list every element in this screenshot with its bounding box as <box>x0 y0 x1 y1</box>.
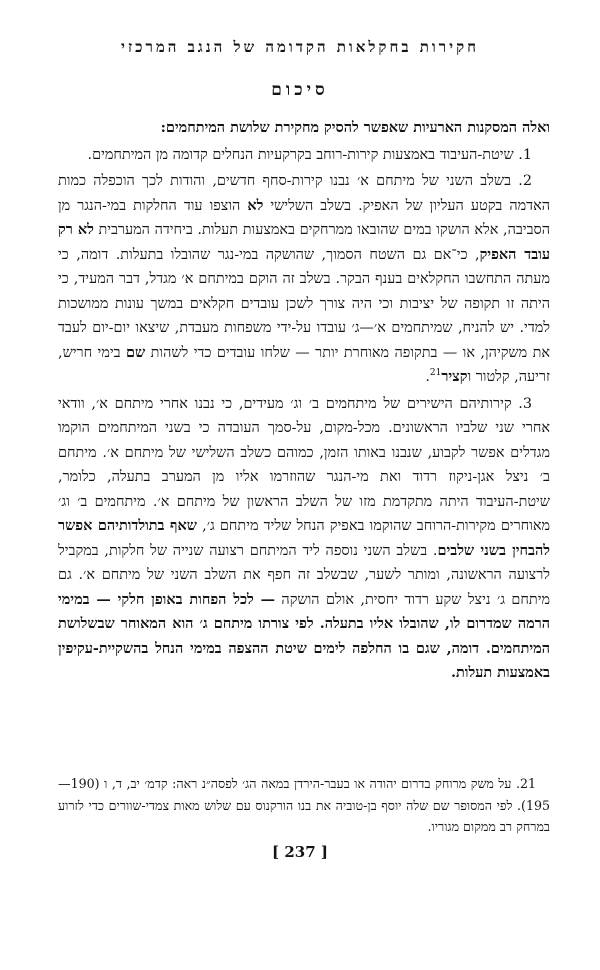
footnotes <box>58 773 550 838</box>
paragraph-3-emphasis-two-phases: שאף בתולדותיהם אפשר להבחין בשני שלבים <box>58 517 551 559</box>
section-title: סיכום <box>271 80 329 100</box>
page-number: [ 237 ] <box>272 843 328 861</box>
paragraph-2-emphasis-not: לא <box>247 196 264 214</box>
paragraph-3 <box>58 392 550 686</box>
footnote-21: 21. על משק מרוחק בדרום יהודה או בעבר-הירדן במאה הג׳ לפסה״נ ראה: קדמ׳ יב, ד, ו (190—195). לפי המסופר שם שלה יוסף בן-טוביה את בנו הורקנוס עם שלוש מאות צמדי-שוורים כדי לזרוע במרחק רב ממקום מגוריו. <box>58 776 550 834</box>
paragraph-2-emphasis-there: שם <box>126 343 146 361</box>
footnote-ref-21[interactable]: 21 <box>429 368 442 379</box>
paragraph-2: 2. בשלב השני של מיתחם א׳ נבנו קירות-סחף חדשים, והודות לכך הוכפלה כמות האדמה בקטע העליון של האפיק. בשלב השלישי לא הוצפו עוד החלקות במי-הנגר מן הסביבה, אלא הושקו במים שהובאו ממרחקים באמצעות תעלות. ביחידה המערבית לא רק עובד האפיק, כי־אם גם השטח הסמוך, שהושקה במי-נגר שהובלו בתעלות. דומה, כי מעתה התחשבו החקלאים בענף הבקר. בשלב זה הוקם במיתחם א׳ מגדל, דבר המעיד, כי היתה זו תקופה של יציבות וכי היה צורך לשכן עובדים חקלאים במשך עונות ממושכות למדי. יש להניח, שמיתחמים א׳—ג׳ עובדו על-ידי משפחות מעבדת, שיצאו יום-יום לעבד את משקיהן, או — בתקופה מאוחרת יותר — שלחו עובדים כדי לשהות שם בימי חריש, זריעה, קלטור וקציר$^{21}$. <box>58 173 550 385</box>
paragraph-3-text-a: 3. קירותיהם הישירים של מיתחמים ב׳ וג׳ מעידים, כי נבנו אחרי מיתחם א׳, וודאי אחרי שני שלביו הראשונים. מכל-מקום, על-סמך העובדה כי בשני המיתחמים הוקמו מגדלים אפשר לקבוע, שנבנו באותו הזמן, כמוהם כשלב השלישי של מיתחם א׳. מיתחם ב׳ ניצל אגן-ניקוז רדוד ואת מי-הנגר שהוזרמו אליו מן המערב בתעלה, כלומר, שיטת-העיבוד היתה מתקדמת מזו של השלב הראשון של מיתחם א׳. מיתחמים ב׳ וג׳ מאוחרים מקירות-הרוחב שהוקמו באפיק הנחל שליד מיתחם ג׳, <box>58 395 551 534</box>
paragraph-2-text-g: בימי חריש, זריעה, קלטור ו <box>58 344 550 385</box>
paragraph-2-text-a: 2. בשלב השני של מיתחם א׳ נבנו קירות-סחף חדשים, והודות לכך הוכפלה כמות האדמה בקטע העליון של האפיק. בשלב השלישי <box>58 173 550 214</box>
main-text <box>58 116 550 686</box>
paragraph-3-emphasis-tail: — לכל הפחות באופן חלקי — במימי הרמה שמדרום לו, שהובלו אליו בתעלה. לפי צורתו מיתחם ג׳ הוא המאוחר שבשלושת המיתחמים. דומה, שגם בו החלפה לימים שיטת ההצפה במימי הנחל בהשקיית-עקיפין באמצעות תעלות. <box>58 590 550 681</box>
paragraph-2-emphasis-harvest: קציר <box>441 368 468 385</box>
paragraph-2-text-c: הוצפו עוד החלקות במי-הנגר מן הסביבה, אלא הושקו במים שהובאו ממרחקים באמצעות תעלות. ביחידה המערבית <box>58 197 550 238</box>
running-header: חקירות בחקלאות הקדומה של הנגב המרכזי <box>121 38 479 56</box>
paragraph-2-text-e: , כי־אם גם השטח הסמוך, שהושקה במי-נגר שהובלו בתעלות. דומה, כי מעתה התחשבו החקלאים בענף הבקר. בשלב זה הוקם במיתחם א׳ מגדל, דבר המעיד, כי היתה זו תקופה של יציבות וכי היה צורך לשכן עובדים חקלאים במשך עונות ממושכות למדי. יש להניח, שמיתחמים א׳—ג׳ עובדו על-ידי משפחות מעבדת, שיצאו יום-יום לעבד את משקיהן, או — בתקופה מאוחרת יותר — שלחו עובדים כדי לשהות <box>58 246 550 361</box>
paragraph-1: 1. שיטת-העיבוד באמצעות קירות-רוחב בקרקעיות הנחלים קדומה מן המיתחמים. <box>87 146 532 163</box>
intro-paragraph: ואלה המסקנות הארעיות שאפשר להסיק מחקירת שלושת המיתחמים: <box>160 119 550 136</box>
paragraph-2-emphasis-channel: לא רק עובד האפיק <box>58 221 550 263</box>
paragraph-3-text-c: . בשלב השני נוספה ליד המיתחם רצועה שנייה של חלקות, במקביל לרצועה הראשונה, ומותר לשער, שבשלב זה חפף את השלב השני של מיתחם א׳. גם מיתחם ג׳ ניצל שקע רדוד יחסית, אולם הושקה <box>58 542 550 608</box>
